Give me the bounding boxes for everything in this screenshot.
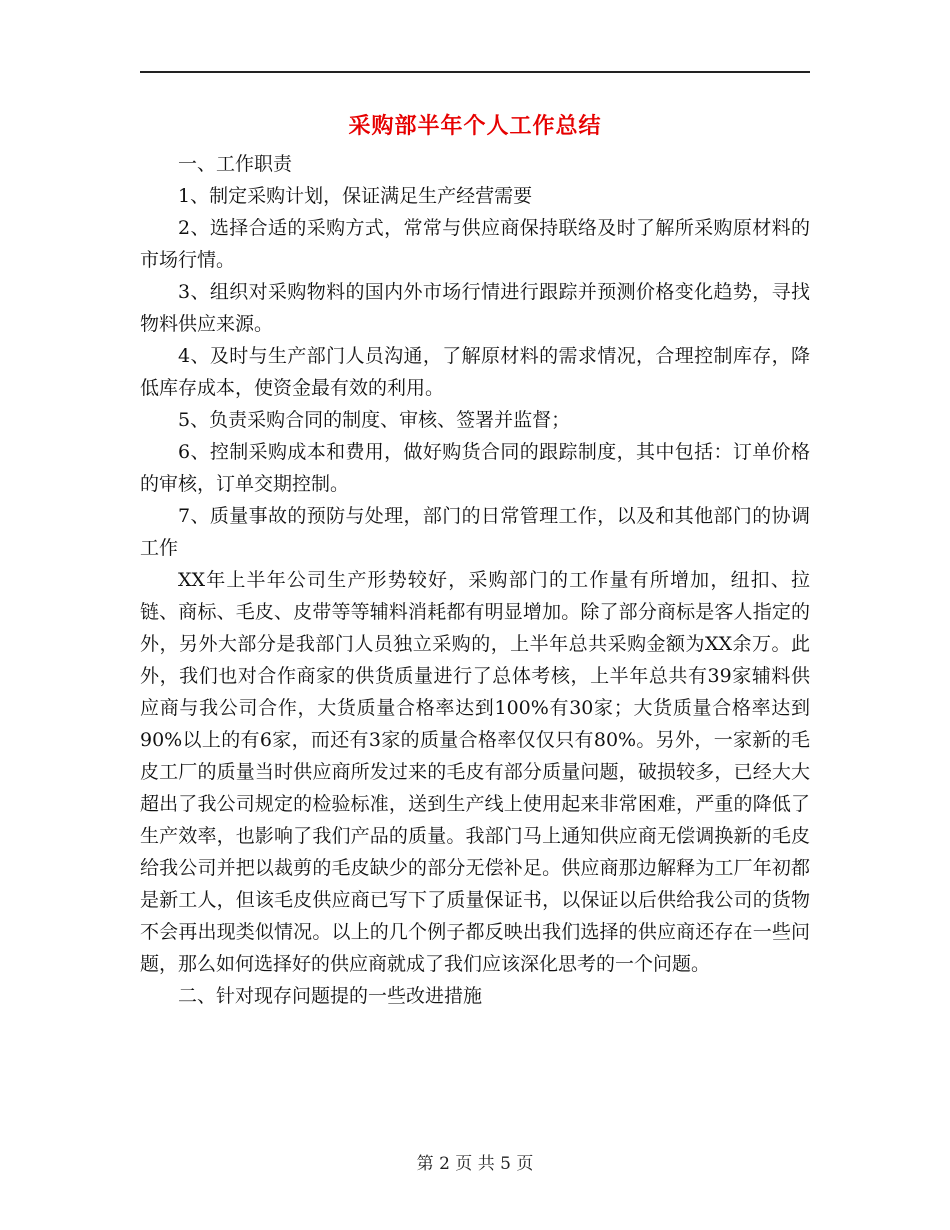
summary-paragraph: XX年上半年公司生产形势较好，采购部门的工作量有所增加，纽扣、拉链、商标、毛皮、皮带等等辅料消耗都有明显增加。除了部分商标是客人指定的外，另外大部分是我部门人员独立采购的，上半年总共采购金额为XX余万。此外，我们也对合作商家的供货质量进行了总体考核，上半年总共有39家辅料供应商与我公司合作，大货质量合格率达到100%有30家；大货质量合格率达到90%以上的有6家，而还有3家的质量合格率仅仅只有80%。另外，一家新的毛皮工厂的质量当时供应商所发过来的毛皮有部分质量问题，破损较多，已经大大超出了我公司规定的检验标准，送到生产线上使用起来非常困难，严重的降低了生产效率，也影响了我们产品的质量。我部门马上通知供应商无偿调换新的毛皮给我公司并把以裁剪的毛皮缺少的部分无偿补足。供应商那边解释为工厂年初都是新工人，但该毛皮供应商已写下了质量保证书，以保证以后供给我公司的货物不会再出现类似情况。以上的几个例子都反映出我们选择的供应商还存在一些问题，那么如何选择好的供应商就成了我们应该深化思考的一个问题。 [140,569,810,975]
header-rule [140,71,810,73]
document-body [140,148,810,1012]
duty-item-2: 2、选择合适的采购方式，常常与供应商保持联络及时了解所采购原材料的市场行情。 [140,217,810,271]
duty-item-7: 7、质量事故的预防与处理，部门的日常管理工作，以及和其他部门的协调工作 [140,505,810,559]
duty-item-3: 3、组织对采购物料的国内外市场行情进行跟踪并预测价格变化趋势，寻找物料供应来源。 [140,281,810,335]
section-heading-duties: 一、工作职责 [178,153,293,175]
duty-item-1: 1、制定采购计划，保证满足生产经营需要 [178,185,533,207]
duty-item-6: 6、控制采购成本和费用，做好购货合同的跟踪制度，其中包括：订单价格的审核，订单交期控制。 [140,441,810,495]
section-heading-improvements: 二、针对现存问题提的一些改进措施 [178,985,483,1007]
document-title: 采购部半年个人工作总结 [348,113,602,139]
page-number: 第 2 页 共 5 页 [416,1154,534,1174]
duty-item-4: 4、及时与生产部门人员沟通，了解原材料的需求情况，合理控制库存，降低库存成本，使资金最有效的利用。 [140,345,810,399]
duty-item-5: 5、负责采购合同的制度、审核、签署并监督； [178,409,571,431]
